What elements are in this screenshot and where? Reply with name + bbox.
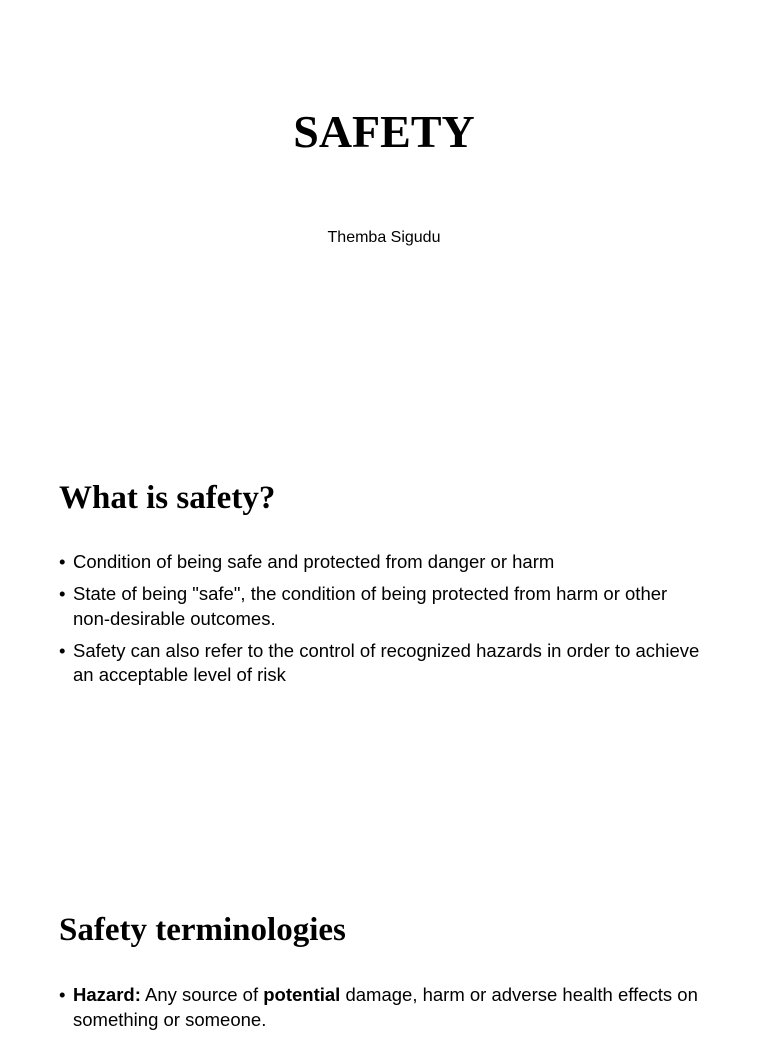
slide-heading: What is safety? <box>59 480 276 516</box>
bullet-item <box>59 639 709 688</box>
bullet-list <box>59 550 709 695</box>
bullet-text: Safety can also refer to the control of recognized hazards in order to achieve an acceptable level of risk <box>73 639 700 685</box>
bullet-list <box>59 983 709 1040</box>
slide-heading: Safety terminologies <box>59 912 346 948</box>
definition-text: damage, harm or adverse health effects on something or someone. <box>73 984 698 1030</box>
title-slide <box>0 0 768 432</box>
definition-text: Any source of <box>140 984 264 1005</box>
bullet-text: State of being "safe", the condition of being protected from harm or other non-desirable outcomes. <box>73 583 668 629</box>
definition-emphasis: potential <box>263 984 341 1005</box>
bullet-icon: • <box>59 639 66 661</box>
bullet-icon: • <box>59 984 66 1005</box>
slide-what-is-safety <box>0 432 768 864</box>
slide-safety-terminologies <box>0 864 768 1030</box>
bullet-icon: • <box>59 551 66 572</box>
term-hazard: Hazard: <box>73 984 141 1005</box>
bullet-item-hazard <box>59 983 709 1032</box>
bullet-text: Condition of being safe and protected from danger or harm <box>73 551 555 572</box>
bullet-item <box>59 550 709 575</box>
bullet-item <box>59 582 709 631</box>
presentation-title: SAFETY <box>293 106 475 157</box>
bullet-icon: • <box>59 583 66 604</box>
presentation-author: Themba Sigudu <box>327 229 441 246</box>
